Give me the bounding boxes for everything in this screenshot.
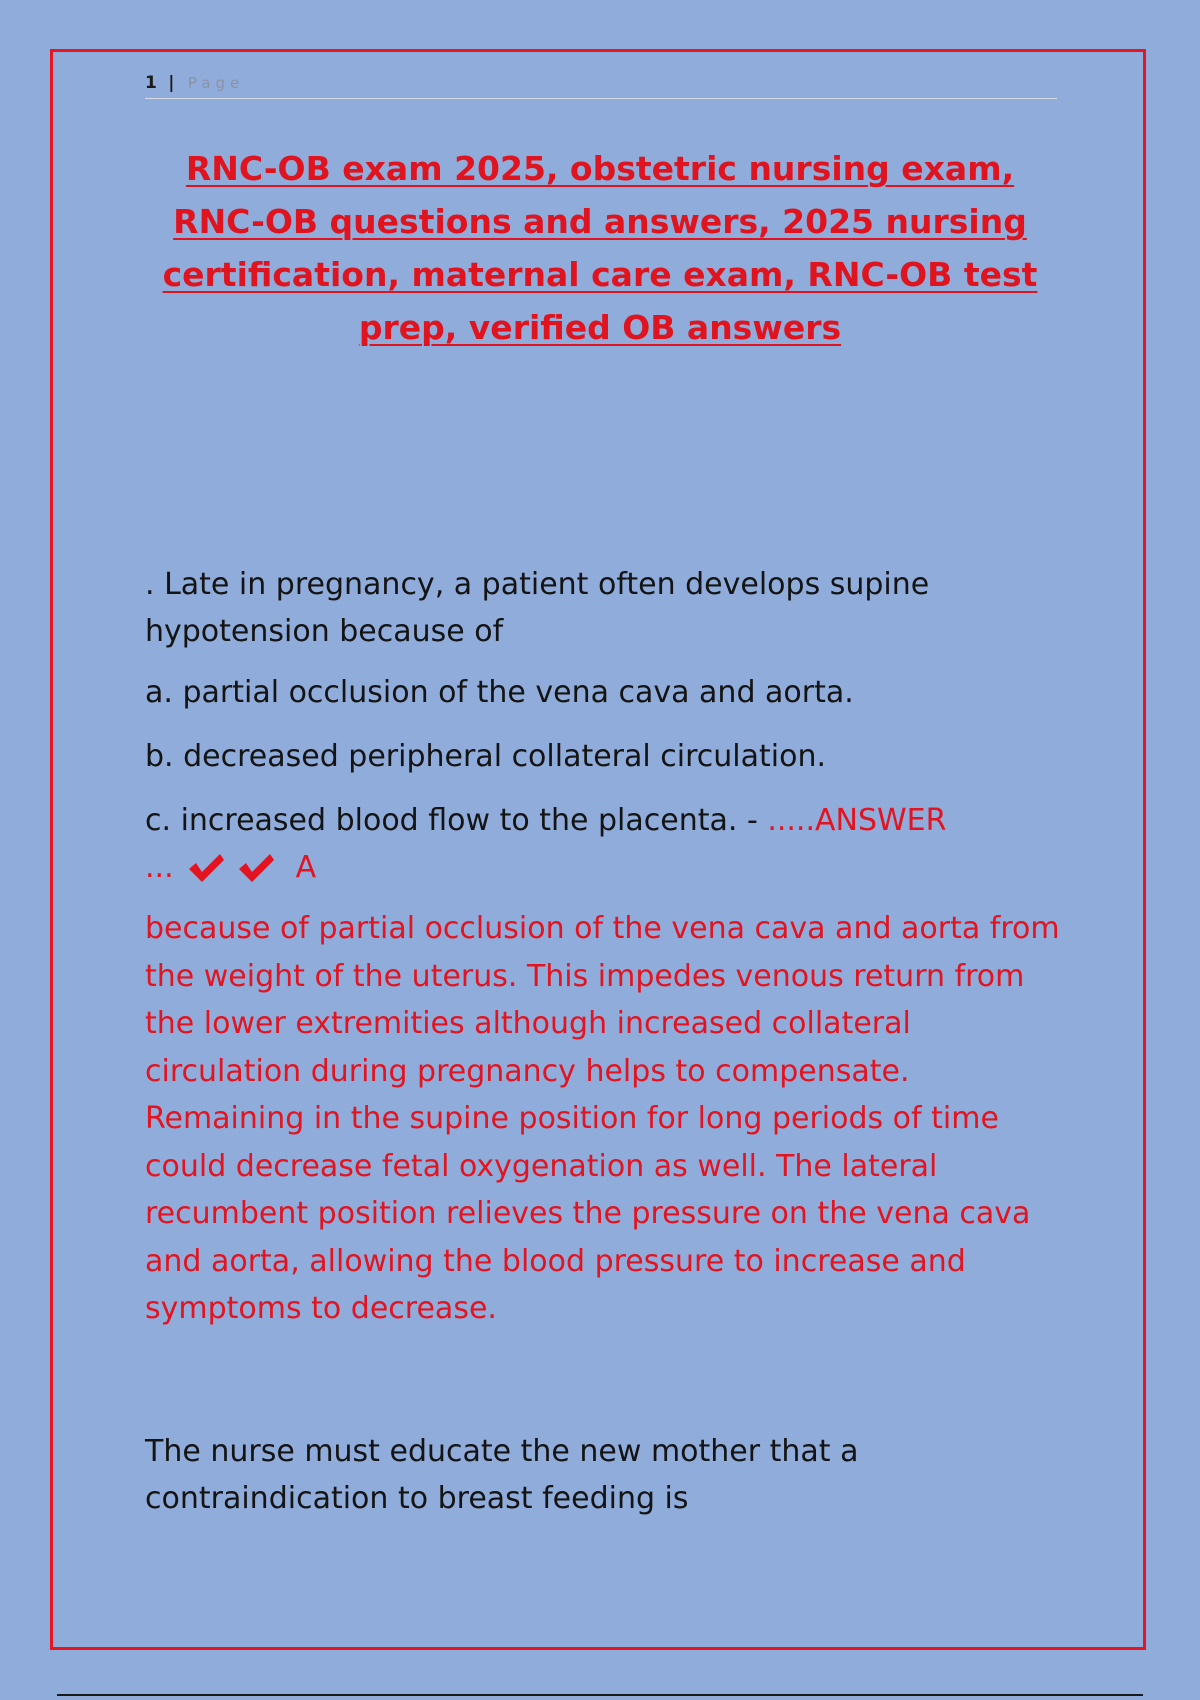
page-number: 1 [145,73,159,93]
question-2-stem: The nurse must educate the new mother that a contraindication to breast feeding is [145,1434,859,1516]
page-header [145,70,1057,99]
option-a: a. partial occlusion of the vena cava and aorta. [145,675,854,710]
answer-letter: A [295,850,317,885]
answer-explanation: because of partial occlusion of the vena cava and aorta from the weight of the uterus. This impedes venous return from the lower extremities although increased collateral circulation during pregnancy helps to compensate. Remaining in the supine position for long periods of time could decrease fetal oxygenation as well. The lateral recumbent position relieves the pressure on the vena cava and aorta, allowing the blood pressure to increase and symptoms to decrease. [145,911,1060,1326]
answer-dots: ... [145,850,174,885]
document-title: RNC-OB exam 2025, obstetric nursing exam, RNC-OB questions and answers, 2025 nursing certification, maternal care exam, RNC-OB test prep, verified OB answers [162,149,1038,347]
bottom-divider [57,1694,1143,1696]
page-word: Page [187,74,245,92]
option-c [145,797,1065,844]
page-separator: | [168,73,177,93]
answer-line [145,844,1065,891]
question-1 [145,561,1065,1333]
check-icon [186,851,226,885]
option-b: b. decreased peripheral collateral circulation. [145,739,827,774]
option-c-text: c. increased blood flow to the placenta. - [145,803,758,838]
check-icon [236,851,276,885]
question-1-stem: . Late in pregnancy, a patient often develops supine hypotension because of [145,567,930,649]
answer-marker: .....ANSWER [767,803,947,838]
